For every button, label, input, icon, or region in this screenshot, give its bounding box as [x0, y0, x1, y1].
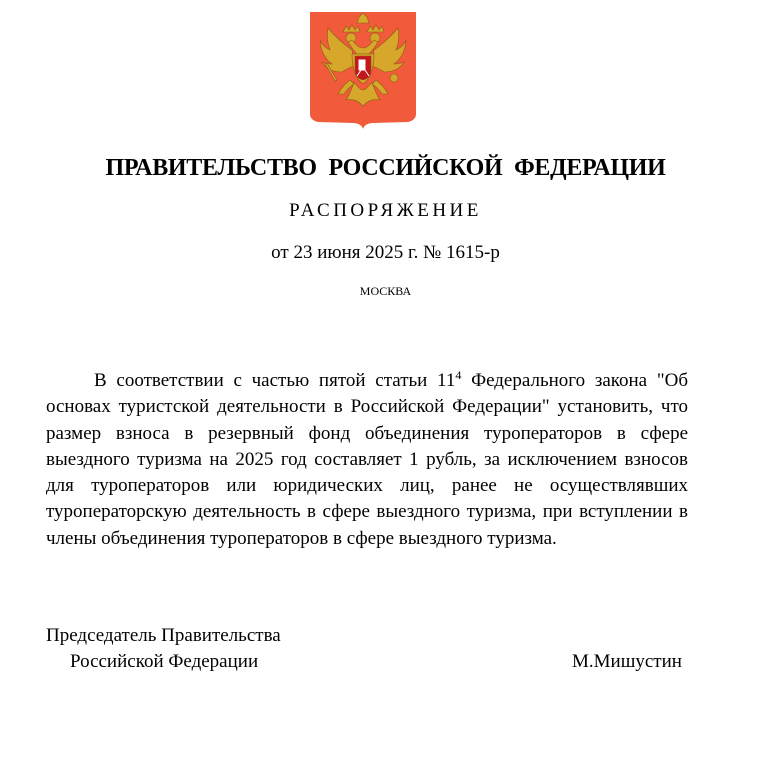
government-title: ПРАВИТЕЛЬСТВО РОССИЙСКОЙ ФЕДЕРАЦИИ	[105, 155, 666, 181]
issue-city: МОСКВА	[359, 284, 412, 298]
position-line-2: Российской Федерации	[70, 651, 259, 672]
body-rest: Федерального закона "Об основах туристской деятельности в Российской Федерации" установить, что размер взноса в резервный фонд объединения туроператоров в сфере выездного туризма на 2025 год составляет 1 рубль, за исключением взносов для туроператоров или юридических лиц, ранее не осуществлявших туроператорскую деятельность в сфере выездного туризма, при вступлении в члены объединения туроператоров в сфере выездного туризма.	[46, 370, 688, 549]
article-superscript: 4	[455, 368, 462, 382]
signer-position	[46, 623, 281, 675]
position-line-1: Председатель Правительства	[46, 625, 281, 646]
order-body-paragraph	[46, 368, 688, 552]
signer-name: М.Мишустин	[572, 651, 682, 672]
coat-of-arms-icon	[308, 10, 418, 130]
document-date-number: от 23 июня 2025 г. № 1615-р	[271, 242, 500, 263]
document-type: РАСПОРЯЖЕНИЕ	[289, 200, 482, 221]
body-intro: В соответствии с частью пятой статьи 11	[94, 370, 456, 391]
